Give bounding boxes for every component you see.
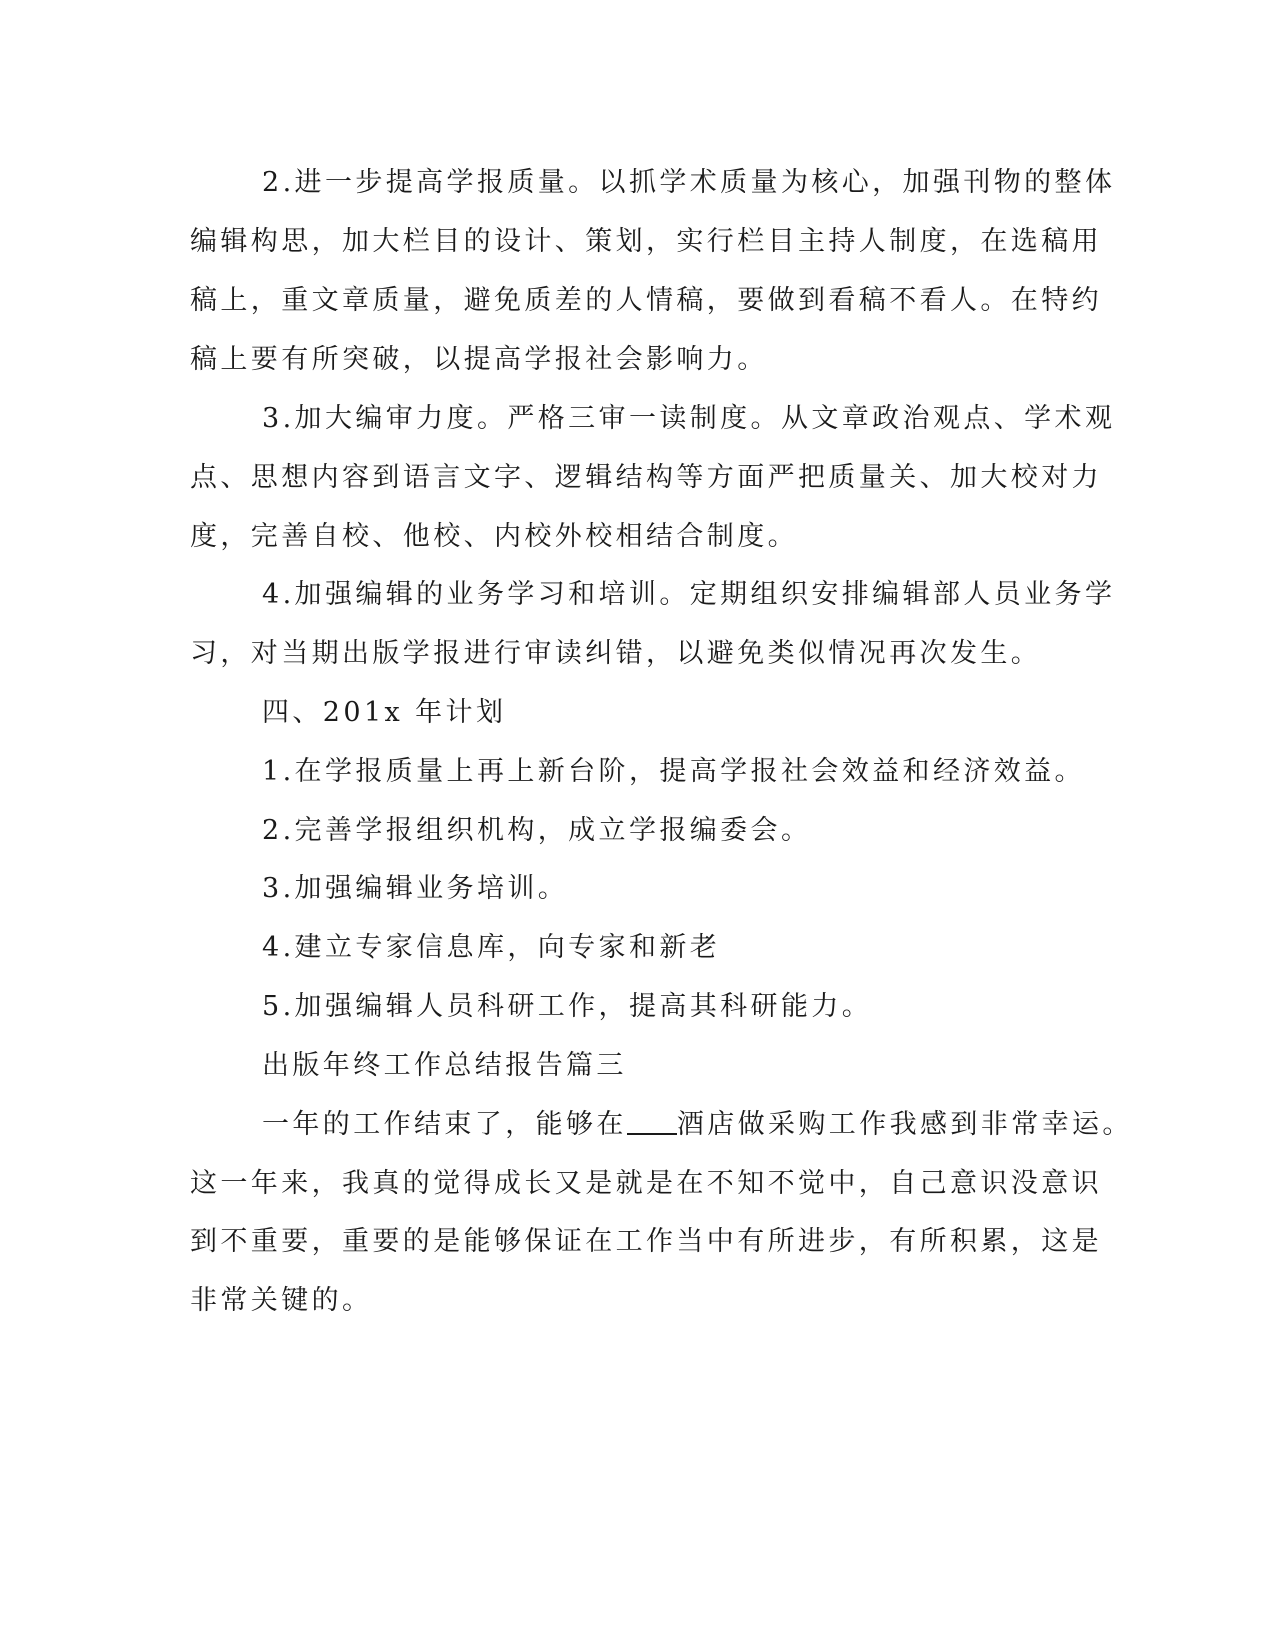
- plan-item: 2.完善学报组织机构，成立学报编委会。: [262, 815, 812, 846]
- paragraph-line: 非常关键的。: [190, 1285, 373, 1316]
- text-after-blank: 酒店做采购工作我感到非常幸运。: [676, 1109, 1133, 1140]
- paragraph-line: 到不重要，重要的是能够保证在工作当中有所进步，有所积累，这是: [190, 1226, 1102, 1257]
- paragraph-line: [262, 1105, 1142, 1145]
- paragraph-line: 2.进一步提高学报质量。以抓学术质量为核心，加强刊物的整体: [262, 167, 1116, 198]
- paragraph-line: 点、思想内容到语言文字、逻辑结构等方面严把质量关、加大校对力: [190, 462, 1102, 493]
- paragraph-line: 稿上要有所突破，以提高学报社会影响力。: [190, 344, 768, 375]
- paragraph-line: 3.加大编审力度。严格三审一读制度。从文章政治观点、学术观: [262, 403, 1116, 434]
- section-heading-part3: 出版年终工作总结报告篇三: [262, 1050, 627, 1081]
- text-before-blank: 一年的工作结束了，能够在: [262, 1109, 627, 1140]
- paragraph-line: 4.加强编辑的业务学习和培训。定期组织安排编辑部人员业务学: [262, 579, 1116, 610]
- plan-item: 3.加强编辑业务培训。: [262, 873, 569, 904]
- paragraph-line: 习，对当期出版学报进行审读纠错，以避免类似情况再次发生。: [190, 638, 1042, 669]
- paragraph-line: 稿上，重文章质量，避免质差的人情稿，要做到看稿不看人。在特约: [190, 285, 1102, 316]
- plan-item: 1.在学报质量上再上新台阶，提高学报社会效益和经济效益。: [262, 756, 1085, 787]
- plan-item: 5.加强编辑人员科研工作，提高其科研能力。: [262, 991, 873, 1022]
- paragraph-line: 度，完善自校、他校、内校外校相结合制度。: [190, 521, 798, 552]
- fill-in-blank: [627, 1107, 677, 1135]
- section-heading-plan: 四、201x 年计划: [262, 697, 507, 728]
- plan-item: 4.建立专家信息库，向专家和新老: [262, 932, 721, 963]
- paragraph-line: 这一年来，我真的觉得成长又是就是在不知不觉中，自己意识没意识: [190, 1168, 1102, 1199]
- paragraph-line: 编辑构思，加大栏目的设计、策划，实行栏目主持人制度，在选稿用: [190, 226, 1102, 257]
